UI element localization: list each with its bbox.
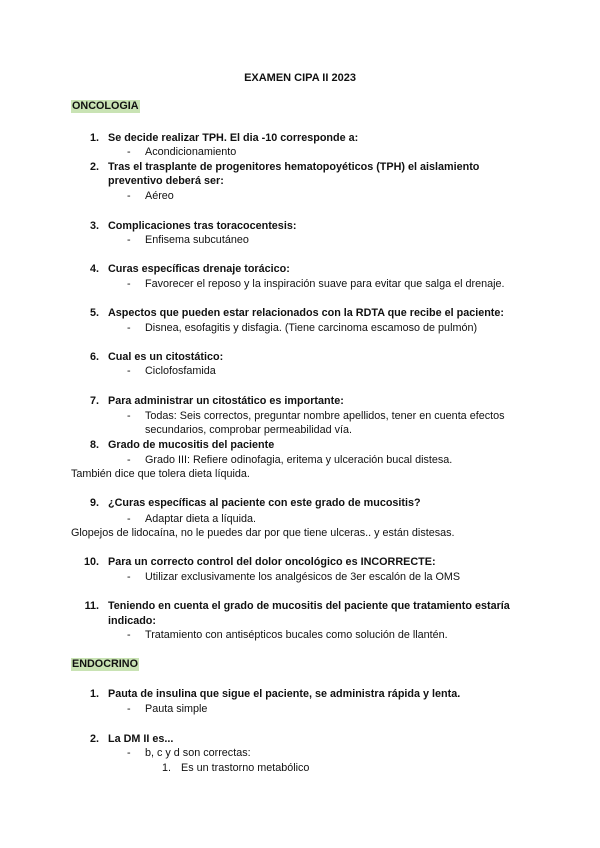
question-text: Tras el trasplante de progenitores hematopoyéticos (TPH) el aislamiento <box>108 161 480 173</box>
question-number: 7. <box>89 395 99 407</box>
document-title: EXAMEN CIPA II 2023 <box>244 72 356 84</box>
answer-text: Aéreo <box>145 190 174 202</box>
question-number: 9. <box>89 497 99 509</box>
question-number: 5. <box>89 307 99 319</box>
answer-text: Favorecer el reposo y la inspiración suave para evitar que salga el drenaje. <box>145 278 505 290</box>
note-text: Glopejos de lidocaína, no le puedes dar por que tiene ulceras.. y están distesas. <box>71 527 455 539</box>
answer-text: Utilizar exclusivamente los analgésicos de 3er escalón de la OMS <box>145 571 461 583</box>
question-number: 10. <box>83 556 99 568</box>
question-text: Teniendo en cuenta el grado de mucositis del paciente que tratamiento estaría <box>108 600 510 612</box>
answer-text: Pauta simple <box>145 703 208 715</box>
answer-bullet: - <box>127 146 131 158</box>
answer-bullet: - <box>127 513 131 525</box>
question-text: Para un correcto control del dolor oncológico es INCORRECTE: <box>108 556 436 568</box>
question-number: 3. <box>89 220 99 232</box>
answer-text: Acondicionamiento <box>145 146 237 158</box>
answer-text: Grado III: Refiere odinofagia, eritema y ulceración bucal distesa. <box>145 454 453 466</box>
question-text: Aspectos que pueden estar relacionados con la RDTA que recibe el paciente: <box>108 307 504 319</box>
answer-text: Enfisema subcutáneo <box>145 234 249 246</box>
question-text: Cual es un citostático: <box>108 351 224 363</box>
answer-bullet: - <box>127 234 131 246</box>
answer-bullet: - <box>127 190 131 202</box>
answer-bullet: - <box>127 629 131 641</box>
answer-bullet: - <box>127 365 131 377</box>
answer-text: Disnea, esofagitis y disfagia. (Tiene carcinoma escamoso de pulmón) <box>145 322 478 334</box>
answer-bullet: - <box>127 703 131 715</box>
question-text: Complicaciones tras toracocentesis: <box>108 220 297 232</box>
answer-bullet: - <box>127 410 131 422</box>
answer-text: Todas: Seis correctos, preguntar nombre apellidos, tener en cuenta efectos <box>145 410 505 422</box>
question-number: 6. <box>89 351 99 363</box>
subitem-number: 1. <box>162 762 172 774</box>
question-number: 8. <box>89 439 99 451</box>
question-text: La DM II es... <box>108 733 174 745</box>
question-text: Se decide realizar TPH. El dia -10 corresponde a: <box>108 132 359 144</box>
answer-bullet: - <box>127 278 131 290</box>
question-text: Para administrar un citostático es importante: <box>108 395 344 407</box>
answer-bullet: - <box>127 322 131 334</box>
question-number: 11. <box>84 600 99 612</box>
question-text: Grado de mucositis del paciente <box>108 439 275 451</box>
subitem-text: Es un trastorno metabólico <box>181 762 310 774</box>
answer-text: b, c y d son correctas: <box>145 747 251 759</box>
answer-text: Tratamiento con antisépticos bucales como solución de llantén. <box>145 629 448 641</box>
question-text: Pauta de insulina que sigue el paciente, se administra rápida y lenta. <box>108 688 461 700</box>
answer-text: Ciclofosfamida <box>145 365 216 377</box>
question-number: 2. <box>89 161 99 173</box>
question-text: ¿Curas específicas al paciente con este grado de mucositis? <box>108 497 421 509</box>
question-number: 2. <box>89 733 99 745</box>
question-number: 1. <box>89 688 99 700</box>
question-number: 4. <box>89 263 99 275</box>
answer-text: secundarios, comprobar permeabilidad vía. <box>145 424 353 436</box>
section-header-oncologia: ONCOLOGIA <box>72 100 139 112</box>
question-text: indicado: <box>108 615 156 627</box>
question-text: Curas específicas drenaje torácico: <box>108 263 290 275</box>
answer-bullet: - <box>127 454 131 466</box>
note-text: También dice que tolera dieta líquida. <box>71 468 250 480</box>
question-number: 1. <box>89 132 99 144</box>
answer-bullet: - <box>127 571 131 583</box>
answer-bullet: - <box>127 747 131 759</box>
question-text: preventivo deberá ser: <box>108 175 224 187</box>
answer-text: Adaptar dieta a líquida. <box>145 513 257 525</box>
section-header-endocrino: ENDOCRINO <box>72 658 138 670</box>
